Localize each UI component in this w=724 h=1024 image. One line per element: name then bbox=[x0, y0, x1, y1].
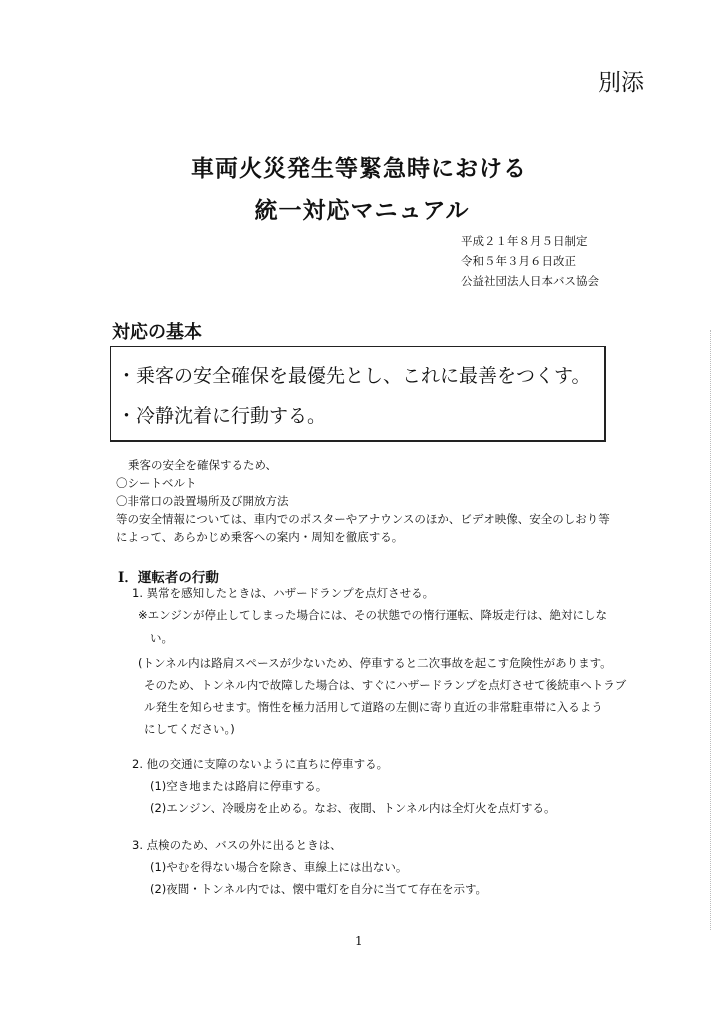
intro-item-emergency-exit: 〇非常口の設置場所及び開放方法 bbox=[116, 494, 289, 508]
intro-lead: 乗客の安全を確保するため、 bbox=[128, 458, 278, 472]
organization-name: 公益社団法人日本バス協会 bbox=[461, 274, 599, 288]
item1-note-line2: い。 bbox=[150, 631, 173, 645]
item1-tunnel-line3: ル発生を知らせます。惰性を極力活用して道路の左側に寄り直近の非常駐車帯に入るよう bbox=[144, 700, 603, 714]
scan-edge-mark bbox=[710, 330, 712, 930]
item2-sub2: (2)エンジン、冷暖房を止める。なお、夜間、トンネル内は全灯火を点灯する。 bbox=[150, 801, 556, 815]
item2-text: 2. 他の交通に支障のないように直ちに停車する。 bbox=[132, 757, 389, 771]
revised-date: 令和５年３月６日改正 bbox=[461, 254, 576, 268]
intro-paragraph-line1: 等の安全情報については、車内でのポスターやアナウンスのほか、ビデオ映像、安全のしおり等 bbox=[116, 512, 610, 526]
item3-sub1: (1)やむを得ない場合を除き、車線上には出ない。 bbox=[150, 860, 408, 874]
page-number: 1 bbox=[355, 934, 363, 948]
document-title-line2: 統一対応マニュアル bbox=[254, 197, 470, 224]
intro-item-seatbelt: 〇シートベルト bbox=[116, 476, 197, 490]
item3-sub2: (2)夜間・トンネル内では、懐中電灯を自分に当てて存在を示す。 bbox=[150, 882, 488, 896]
basic-principles-box bbox=[110, 346, 606, 442]
established-date: 平成２１年８月５日制定 bbox=[461, 234, 588, 248]
section1-heading: Ⅰ．運転者の行動 bbox=[118, 570, 219, 586]
basics-heading: 対応の基本 bbox=[112, 322, 202, 343]
item2-sub1: (1)空き地または路肩に停車する。 bbox=[150, 779, 328, 793]
intro-paragraph-line2: によって、あらかじめ乗客への案内・周知を徹底する。 bbox=[116, 530, 404, 544]
attachment-label: 別添 bbox=[598, 70, 644, 96]
item1-note-line1: ※エンジンが停止してしまった場合には、その状態での惰行運転、降坂走行は、絶対にしな bbox=[138, 608, 608, 622]
item1-tunnel-line2: そのため、トンネル内で故障した場合は、すぐにハザードランプを点灯させて後続車へトラブ bbox=[144, 678, 627, 692]
principle-safety: ・乗客の安全確保を最優先とし、これに最善をつくす。 bbox=[117, 365, 591, 387]
item3-text: 3. 点検のため、バスの外に出るときは、 bbox=[132, 838, 342, 852]
principle-calm: ・冷静沈着に行動する。 bbox=[117, 405, 327, 427]
item1-tunnel-line4: にしてください。) bbox=[144, 722, 235, 736]
item1-tunnel-line1: (トンネル内は路肩スペースが少ないため、停車すると二次事故を起こす危険性があります。 bbox=[138, 656, 612, 670]
item1-text: 1. 異常を感知したときは、ハザードランプを点灯させる。 bbox=[132, 586, 435, 600]
document-title-line1: 車両火災発生等緊急時における bbox=[191, 155, 527, 182]
